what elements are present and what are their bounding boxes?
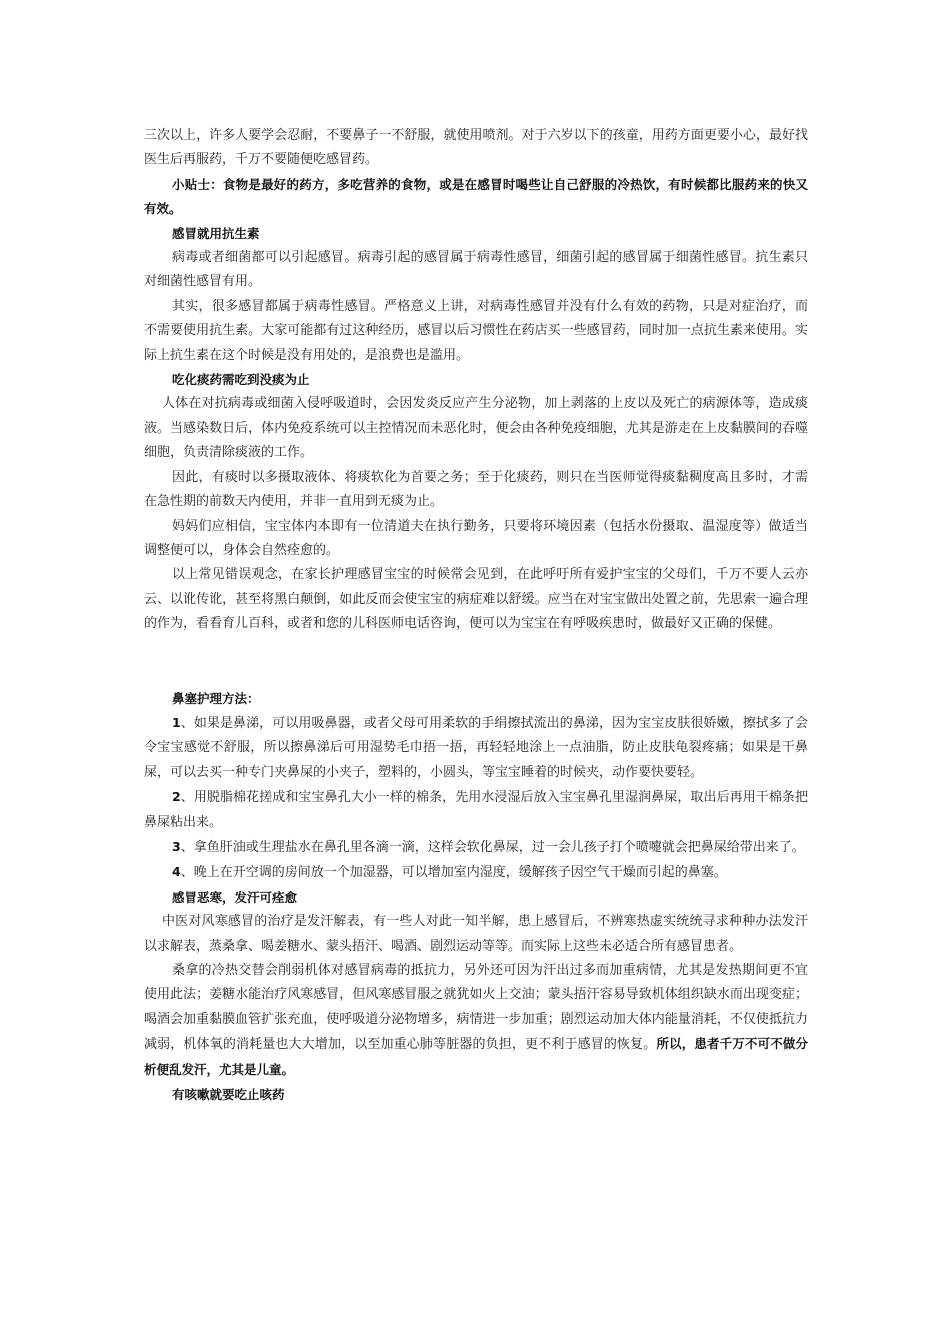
heading-cough-medicine: 有咳嗽就要吃止咳药	[172, 1087, 285, 1103]
tip-paragraph: 小贴士：食物是最好的药方，多吃营养的食物，或是在感冒时喝些让自己舒服的冷热饮，有时候都比服药来的快又有效。	[144, 176, 808, 217]
list-item	[144, 835, 808, 860]
list-item-number: 4	[172, 864, 181, 880]
list-item	[144, 860, 808, 885]
paragraph-conclusion: 以上常见错误观念，在家长护理感冒宝宝的时候常会见到，在此呼吁所有爱护宝宝的父母们，千万不要人云亦云、以讹传讹，甚至将黑白颠倒，如此反而会使宝宝的病症难以舒缓。应当在对宝宝做出处置之前，先思索一遍合理的作为，看看育儿百科，或者和您的儿科医师电话咨询，便可以为宝宝在有呼吸疾患时，做最好又正确的保健。	[144, 567, 808, 632]
heading-sweating: 感冒恶寒，发汗可痊愈	[172, 889, 298, 905]
list-item-text: 、用脱脂棉花搓成和宝宝鼻孔大小一样的棉条，先用水浸湿后放入宝宝鼻孔里湿润鼻屎，取出后再用干棉条把鼻屎粘出来。	[144, 790, 808, 830]
list-item-text: 、拿鱼肝油或生理盐水在鼻孔里各滴一滴，这样会软化鼻屎，过一会儿孩子打个喷嚏就会把鼻屎给带出来了。	[180, 839, 805, 855]
sweating-risks-text: 桑拿的冷热交替会削弱机体对感冒病毒的抵抗力，另外还可因为汗出过多而加重病情，尤其是发热期间更不宜使用此法；姜糖水能治疗风寒感冒，但风寒感冒服之就犹如火上交油；蒙头捂汗容易导致机体组织缺水而出现变症；喝酒会加重黏膜血管扩张充血，使呼吸道分泌物增多，病情进一步加重；剧烈运动加大体内能量消耗，不仅使抵抗力减弱，机体氧的消耗量也大大增加，以至加重心肺等脏器的负担，更不利于感冒的恢复。	[144, 963, 808, 1053]
heading-phlegm-medicine: 吃化痰药需吃到没痰为止	[172, 372, 310, 388]
list-item	[144, 785, 808, 835]
paragraph-virus-bacteria: 病毒或者细菌都可以引起感冒。病毒引起的感冒属于病毒性感冒，细菌引起的感冒属于细菌性感冒。抗生素只对细菌性感冒有用。	[144, 250, 808, 290]
paragraph-phlegm-origin: 人体在对抗病毒或细菌入侵呼吸道时，会因发炎反应产生分泌物，加上剥落的上皮以及死亡的病源体等，造成痰液。当感染数日后，体内免疫系统可以主控情况而未恶化时，便会由各种免疫细胞，尤其是游走在上皮黏膜间的吞噬细胞，负责清除痰液的工作。	[144, 396, 808, 461]
list-item-number: 3	[172, 838, 181, 854]
sweating-warning-bold: 所以，患者千万不可不做分析便乱发汗，尤其是儿童。	[144, 1036, 808, 1077]
list-item-text: 、晚上在开空调的房间放一个加湿器，可以增加室内湿度，缓解孩子因空气干燥而引起的鼻塞。	[180, 865, 727, 881]
paragraph-tcm-treatment: 中医对风寒感冒的治疗是发汗解表，有一些人对此一知半解，患上感冒后，不辨寒热虚实统统寻求种种办法发汗以求解表，蒸桑拿、喝姜糖水、蒙头捂汗、喝酒、剧烈运动等等。而实际上这些未必适合所有感冒患者。	[144, 914, 808, 954]
list-item	[144, 711, 808, 785]
paragraph-medication-caution: 三次以上，许多人要学会忍耐，不要鼻子一不舒服，就使用喷剂。对于六岁以下的孩童，用药方面更要小心，最好找医生后再服药，千万不要随便吃感冒药。	[144, 128, 808, 168]
list-item-number: 2	[172, 789, 181, 805]
section-gap	[144, 637, 808, 687]
paragraph-sweating-risks	[144, 959, 808, 1083]
heading-antibiotics: 感冒就用抗生素	[172, 225, 260, 241]
paragraph-phlegm-treatment: 因此，有痰时以多摄取液体、将痰软化为首要之务；至于化痰药，则只在当医师觉得痰黏稠度高且多时，才需在急性期的前数天内使用，并非一直用到无痰为止。	[144, 469, 808, 510]
paragraph-antibiotic-misuse: 其实，很多感冒都属于病毒性感冒。严格意义上讲，对病毒性感冒并没有什么有效的药物，只是对症治疗，而不需要使用抗生素。大家可能都有过这种经历，感冒以后习惯性在药店买一些感冒药，同时加一点抗生素来使用。实际上抗生素在这个时候是没有用处的，是浪费也是滥用。	[144, 298, 808, 363]
list-item-number: 1	[172, 714, 181, 730]
list-item-text: 、如果是鼻涕，可以用吸鼻器，或者父母可用柔软的手绢擦拭流出的鼻涕，因为宝宝皮肤很娇嫩，擦拭多了会令宝宝感觉不舒服，所以擦鼻涕后可用湿势毛巾捂一捂，再轻轻地涂上一点油脂，防止皮肤龟裂疼痛；如果是干鼻屎，可以去买一种专门夹鼻屎的小夹子，塑料的，小圆头，等宝宝睡着的时候夹，动作要快要轻。	[144, 715, 808, 780]
heading-nasal-care: 鼻塞护理方法：	[172, 690, 260, 706]
paragraph-trust-body: 妈妈们应相信，宝宝体内本即有一位清道夫在执行勤务，只要将环境因素（包括水份摄取、温湿度等）做适当调整便可以，身体会自然痊愈的。	[144, 518, 808, 558]
document-page	[144, 124, 808, 1107]
